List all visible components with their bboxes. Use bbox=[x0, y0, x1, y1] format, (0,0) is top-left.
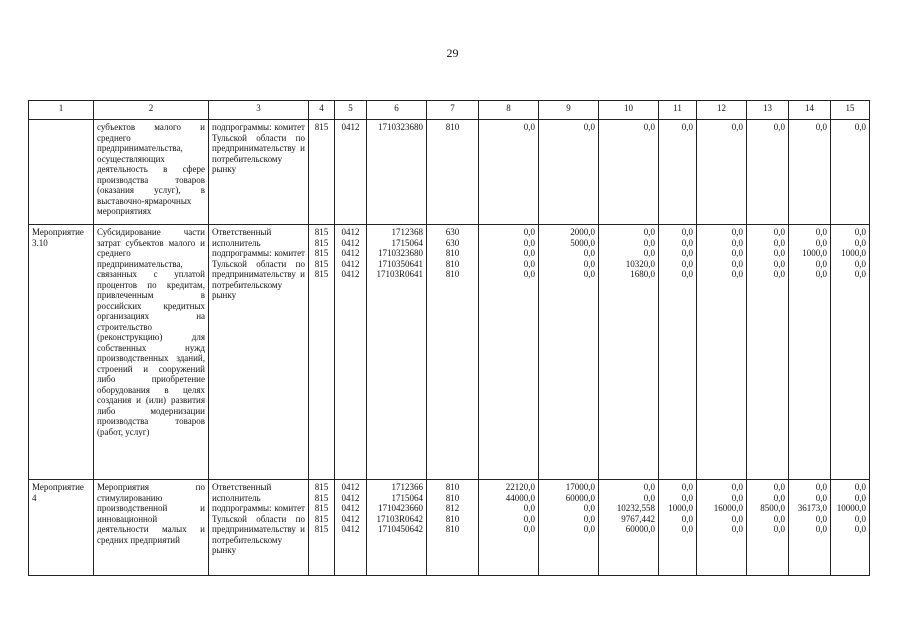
value-line: 1710323680 bbox=[378, 248, 423, 258]
value-line: 1710350641 bbox=[378, 258, 423, 269]
column-number-6: 6 bbox=[367, 101, 427, 120]
value-cell-c8 bbox=[479, 120, 539, 225]
value-line: 815 bbox=[314, 269, 329, 279]
value-cell-c8 bbox=[479, 480, 539, 576]
value-line: 0,0 bbox=[773, 258, 785, 269]
value-cell-c11 bbox=[659, 225, 697, 480]
column-number-15: 15 bbox=[831, 101, 870, 120]
value-line: 1715064 bbox=[391, 492, 423, 503]
column-number-10: 10 bbox=[599, 101, 659, 120]
value-line: 0,0 bbox=[815, 482, 827, 492]
value-line: 0,0 bbox=[731, 258, 743, 269]
executor-cell: Ответственный исполнитель подпрограммы: комитет Тульской области по предпринимательству и потребительскому рынку bbox=[209, 225, 309, 480]
value-line: 630 bbox=[445, 227, 460, 237]
column-number-5: 5 bbox=[335, 101, 367, 120]
value-line: 0,0 bbox=[854, 227, 866, 237]
value-line: 0,0 bbox=[583, 258, 595, 269]
value-line: 17103R0641 bbox=[376, 269, 423, 279]
value-line: 0412 bbox=[341, 269, 360, 279]
value-line: 2000,0 bbox=[570, 227, 595, 237]
value-cell-c8 bbox=[479, 225, 539, 480]
value-cell-c7 bbox=[427, 480, 479, 576]
value-line: 0,0 bbox=[731, 237, 743, 248]
value-cell-c4 bbox=[309, 225, 335, 480]
value-line: 0,0 bbox=[854, 492, 866, 503]
value-line: 810 bbox=[445, 492, 460, 503]
value-line: 1710423660 bbox=[378, 503, 423, 513]
column-number-12: 12 bbox=[697, 101, 747, 120]
value-line: 0,0 bbox=[773, 513, 785, 524]
value-line: 810 bbox=[445, 269, 460, 279]
value-cell-c5 bbox=[335, 480, 367, 576]
table-row bbox=[29, 480, 870, 576]
value-line: 0,0 bbox=[583, 524, 595, 534]
value-cell-c14 bbox=[789, 225, 831, 480]
value-line: 0,0 bbox=[731, 269, 743, 279]
value-line: 0,0 bbox=[815, 122, 827, 132]
value-line: 9767,442 bbox=[621, 513, 655, 524]
activity-name-cell: Мероприятие 3.10 bbox=[29, 225, 94, 480]
value-cell-c15 bbox=[831, 225, 870, 480]
value-line: 0,0 bbox=[523, 248, 535, 258]
value-line: 0,0 bbox=[773, 492, 785, 503]
value-line: 0,0 bbox=[854, 237, 866, 248]
value-line: 0,0 bbox=[681, 492, 693, 503]
value-cell-c15 bbox=[831, 480, 870, 576]
value-line: 0,0 bbox=[681, 269, 693, 279]
value-line: 0,0 bbox=[854, 269, 866, 279]
value-line: 10232,558 bbox=[616, 503, 655, 513]
value-line: 810 bbox=[445, 122, 460, 132]
value-line: 0,0 bbox=[681, 122, 693, 132]
value-cell-c15 bbox=[831, 120, 870, 225]
value-line: 0,0 bbox=[523, 513, 535, 524]
value-line: 815 bbox=[314, 237, 329, 248]
column-number-2: 2 bbox=[94, 101, 209, 120]
value-cell-c14 bbox=[789, 120, 831, 225]
column-number-9: 9 bbox=[539, 101, 599, 120]
value-line: 0,0 bbox=[643, 122, 655, 132]
value-line: 0,0 bbox=[583, 269, 595, 279]
activity-name-cell bbox=[29, 120, 94, 225]
value-line: 1712368 bbox=[391, 227, 423, 237]
value-line: 0,0 bbox=[773, 269, 785, 279]
value-line: 0,0 bbox=[773, 524, 785, 534]
value-line: 0,0 bbox=[815, 269, 827, 279]
value-line: 60000,0 bbox=[565, 492, 595, 503]
column-number-8: 8 bbox=[479, 101, 539, 120]
value-line: 810 bbox=[445, 258, 460, 269]
value-line: 0,0 bbox=[583, 513, 595, 524]
value-cell-c9 bbox=[539, 480, 599, 576]
value-line: 0,0 bbox=[523, 503, 535, 513]
value-cell-c12 bbox=[697, 480, 747, 576]
value-cell-c9 bbox=[539, 225, 599, 480]
value-cell-c12 bbox=[697, 225, 747, 480]
value-cell-c14 bbox=[789, 480, 831, 576]
value-line: 1680,0 bbox=[630, 269, 655, 279]
activity-description-cell: Мероприятия по стимулированию производственной и инновационной деятельности малых и средних предприятий bbox=[94, 480, 209, 576]
value-cell-c11 bbox=[659, 480, 697, 576]
value-line: 810 bbox=[445, 482, 460, 492]
value-line: 815 bbox=[314, 503, 329, 513]
value-cell-c13 bbox=[747, 225, 789, 480]
value-line: 0,0 bbox=[773, 248, 785, 258]
value-line: 1000,0 bbox=[668, 503, 693, 513]
value-line: 0,0 bbox=[854, 258, 866, 269]
value-line: 0412 bbox=[341, 258, 360, 269]
value-cell-c10 bbox=[599, 480, 659, 576]
column-number-4: 4 bbox=[309, 101, 335, 120]
value-line: 16000,0 bbox=[713, 503, 743, 513]
activity-description-cell: субъектов малого и среднего предпринимательства, осуществляющих деятельность в сфере производства товаров (оказания услуг), в выставочно-ярмарочных мероприятиях bbox=[94, 120, 209, 225]
value-line: 1710450642 bbox=[378, 524, 423, 534]
value-line: 0412 bbox=[341, 492, 360, 503]
value-line: 0,0 bbox=[731, 513, 743, 524]
value-line: 0,0 bbox=[643, 227, 655, 237]
value-cell-c13 bbox=[747, 480, 789, 576]
value-cell-c4 bbox=[309, 120, 335, 225]
value-line: 815 bbox=[314, 492, 329, 503]
value-line: 0,0 bbox=[681, 524, 693, 534]
value-line: 0,0 bbox=[731, 524, 743, 534]
value-line: 0,0 bbox=[773, 237, 785, 248]
value-line: 0412 bbox=[341, 503, 360, 513]
column-number-1: 1 bbox=[29, 101, 94, 120]
value-line: 0,0 bbox=[523, 258, 535, 269]
value-line: 810 bbox=[445, 248, 460, 258]
executor-cell: подпрограммы: комитет Тульской области по предпринимательству и потребительскому рынку bbox=[209, 120, 309, 225]
column-number-3: 3 bbox=[209, 101, 309, 120]
column-number-7: 7 bbox=[427, 101, 479, 120]
column-number-14: 14 bbox=[789, 101, 831, 120]
value-line: 0,0 bbox=[681, 258, 693, 269]
value-cell-c7 bbox=[427, 120, 479, 225]
value-cell-c4 bbox=[309, 480, 335, 576]
value-line: 10320,0 bbox=[625, 258, 655, 269]
value-cell-c6 bbox=[367, 225, 427, 480]
value-cell-c10 bbox=[599, 225, 659, 480]
value-line: 60000,0 bbox=[625, 524, 655, 534]
value-line: 1710323680 bbox=[378, 122, 423, 132]
value-line: 0,0 bbox=[523, 227, 535, 237]
executor-cell: Ответственный исполнитель подпрограммы: комитет Тульской области по предпринимательству и потребительскому рынку bbox=[209, 480, 309, 576]
value-line: 0,0 bbox=[773, 482, 785, 492]
value-line: 1715064 bbox=[391, 237, 423, 248]
value-cell-c6 bbox=[367, 480, 427, 576]
value-line: 0,0 bbox=[681, 227, 693, 237]
value-line: 815 bbox=[314, 524, 329, 534]
table-row bbox=[29, 120, 870, 225]
value-line: 0,0 bbox=[854, 513, 866, 524]
value-line: 1000,0 bbox=[802, 248, 827, 258]
value-line: 0,0 bbox=[681, 237, 693, 248]
value-line: 812 bbox=[445, 503, 460, 513]
value-line: 815 bbox=[314, 482, 329, 492]
value-line: 17103R0642 bbox=[376, 513, 423, 524]
value-line: 815 bbox=[314, 122, 329, 132]
value-line: 0,0 bbox=[523, 524, 535, 534]
value-line: 0,0 bbox=[773, 122, 785, 132]
value-line: 0412 bbox=[341, 482, 360, 492]
value-line: 0,0 bbox=[815, 237, 827, 248]
value-line: 0,0 bbox=[815, 524, 827, 534]
value-line: 0,0 bbox=[773, 227, 785, 237]
value-line: 44000,0 bbox=[505, 492, 535, 503]
value-line: 22120,0 bbox=[505, 482, 535, 492]
value-line: 815 bbox=[314, 258, 329, 269]
value-line: 0,0 bbox=[643, 237, 655, 248]
value-line: 17000,0 bbox=[565, 482, 595, 492]
value-line: 36173,0 bbox=[797, 503, 827, 513]
value-line: 0,0 bbox=[815, 513, 827, 524]
column-number-11: 11 bbox=[659, 101, 697, 120]
value-cell-c6 bbox=[367, 120, 427, 225]
value-line: 0,0 bbox=[583, 503, 595, 513]
value-line: 0,0 bbox=[731, 492, 743, 503]
value-line: 0,0 bbox=[854, 524, 866, 534]
value-line: 0412 bbox=[341, 237, 360, 248]
value-cell-c9 bbox=[539, 120, 599, 225]
value-line: 8500,0 bbox=[760, 503, 785, 513]
value-line: 0,0 bbox=[583, 122, 595, 132]
value-line: 0412 bbox=[341, 524, 360, 534]
value-line: 10000,0 bbox=[836, 503, 866, 513]
value-line: 0,0 bbox=[583, 248, 595, 258]
value-line: 0,0 bbox=[681, 482, 693, 492]
value-line: 0412 bbox=[341, 122, 360, 132]
value-line: 0,0 bbox=[523, 122, 535, 132]
value-line: 0,0 bbox=[681, 248, 693, 258]
activity-name-cell: Мероприятие 4 bbox=[29, 480, 94, 576]
value-cell-c13 bbox=[747, 120, 789, 225]
page-number: 29 bbox=[446, 46, 459, 60]
value-cell-c7 bbox=[427, 225, 479, 480]
column-number-13: 13 bbox=[747, 101, 789, 120]
value-line: 0412 bbox=[341, 248, 360, 258]
value-cell-c10 bbox=[599, 120, 659, 225]
value-line: 0,0 bbox=[643, 492, 655, 503]
budget-table bbox=[28, 100, 870, 576]
value-line: 0,0 bbox=[731, 227, 743, 237]
value-line: 810 bbox=[445, 513, 460, 524]
value-line: 630 bbox=[445, 237, 460, 248]
value-line: 815 bbox=[314, 227, 329, 237]
value-line: 0412 bbox=[341, 227, 360, 237]
value-cell-c12 bbox=[697, 120, 747, 225]
value-line: 0,0 bbox=[731, 482, 743, 492]
value-line: 5000,0 bbox=[570, 237, 595, 248]
value-line: 0,0 bbox=[815, 492, 827, 503]
value-line: 815 bbox=[314, 248, 329, 258]
value-line: 0,0 bbox=[523, 269, 535, 279]
value-line: 1712366 bbox=[391, 482, 423, 492]
value-line: 0,0 bbox=[815, 258, 827, 269]
value-cell-c5 bbox=[335, 120, 367, 225]
value-cell-c5 bbox=[335, 225, 367, 480]
value-line: 0,0 bbox=[731, 248, 743, 258]
column-number-row bbox=[29, 101, 870, 120]
value-line: 0,0 bbox=[643, 482, 655, 492]
value-line: 0,0 bbox=[681, 513, 693, 524]
value-line: 815 bbox=[314, 513, 329, 524]
value-line: 1000,0 bbox=[841, 248, 866, 258]
value-line: 0,0 bbox=[731, 122, 743, 132]
value-line: 0,0 bbox=[523, 237, 535, 248]
value-cell-c11 bbox=[659, 120, 697, 225]
value-line: 0412 bbox=[341, 513, 360, 524]
value-line: 0,0 bbox=[643, 248, 655, 258]
value-line: 0,0 bbox=[854, 482, 866, 492]
value-line: 810 bbox=[445, 524, 460, 534]
value-line: 0,0 bbox=[815, 227, 827, 237]
table-row bbox=[29, 225, 870, 480]
value-line: 0,0 bbox=[854, 122, 866, 132]
activity-description-cell: Субсидирование части затрат субъектов малого и среднего предпринимательства, связанных с уплатой процентов по кредитам, привлеченным в российских кредитных организациях на строительство (реконструкцию) для собственных нужд производственных зданий, строений и сооружений либо приобретение оборудования в целях создания и (или) развития либо модернизации производства товаров (работ, услуг) bbox=[94, 225, 209, 480]
